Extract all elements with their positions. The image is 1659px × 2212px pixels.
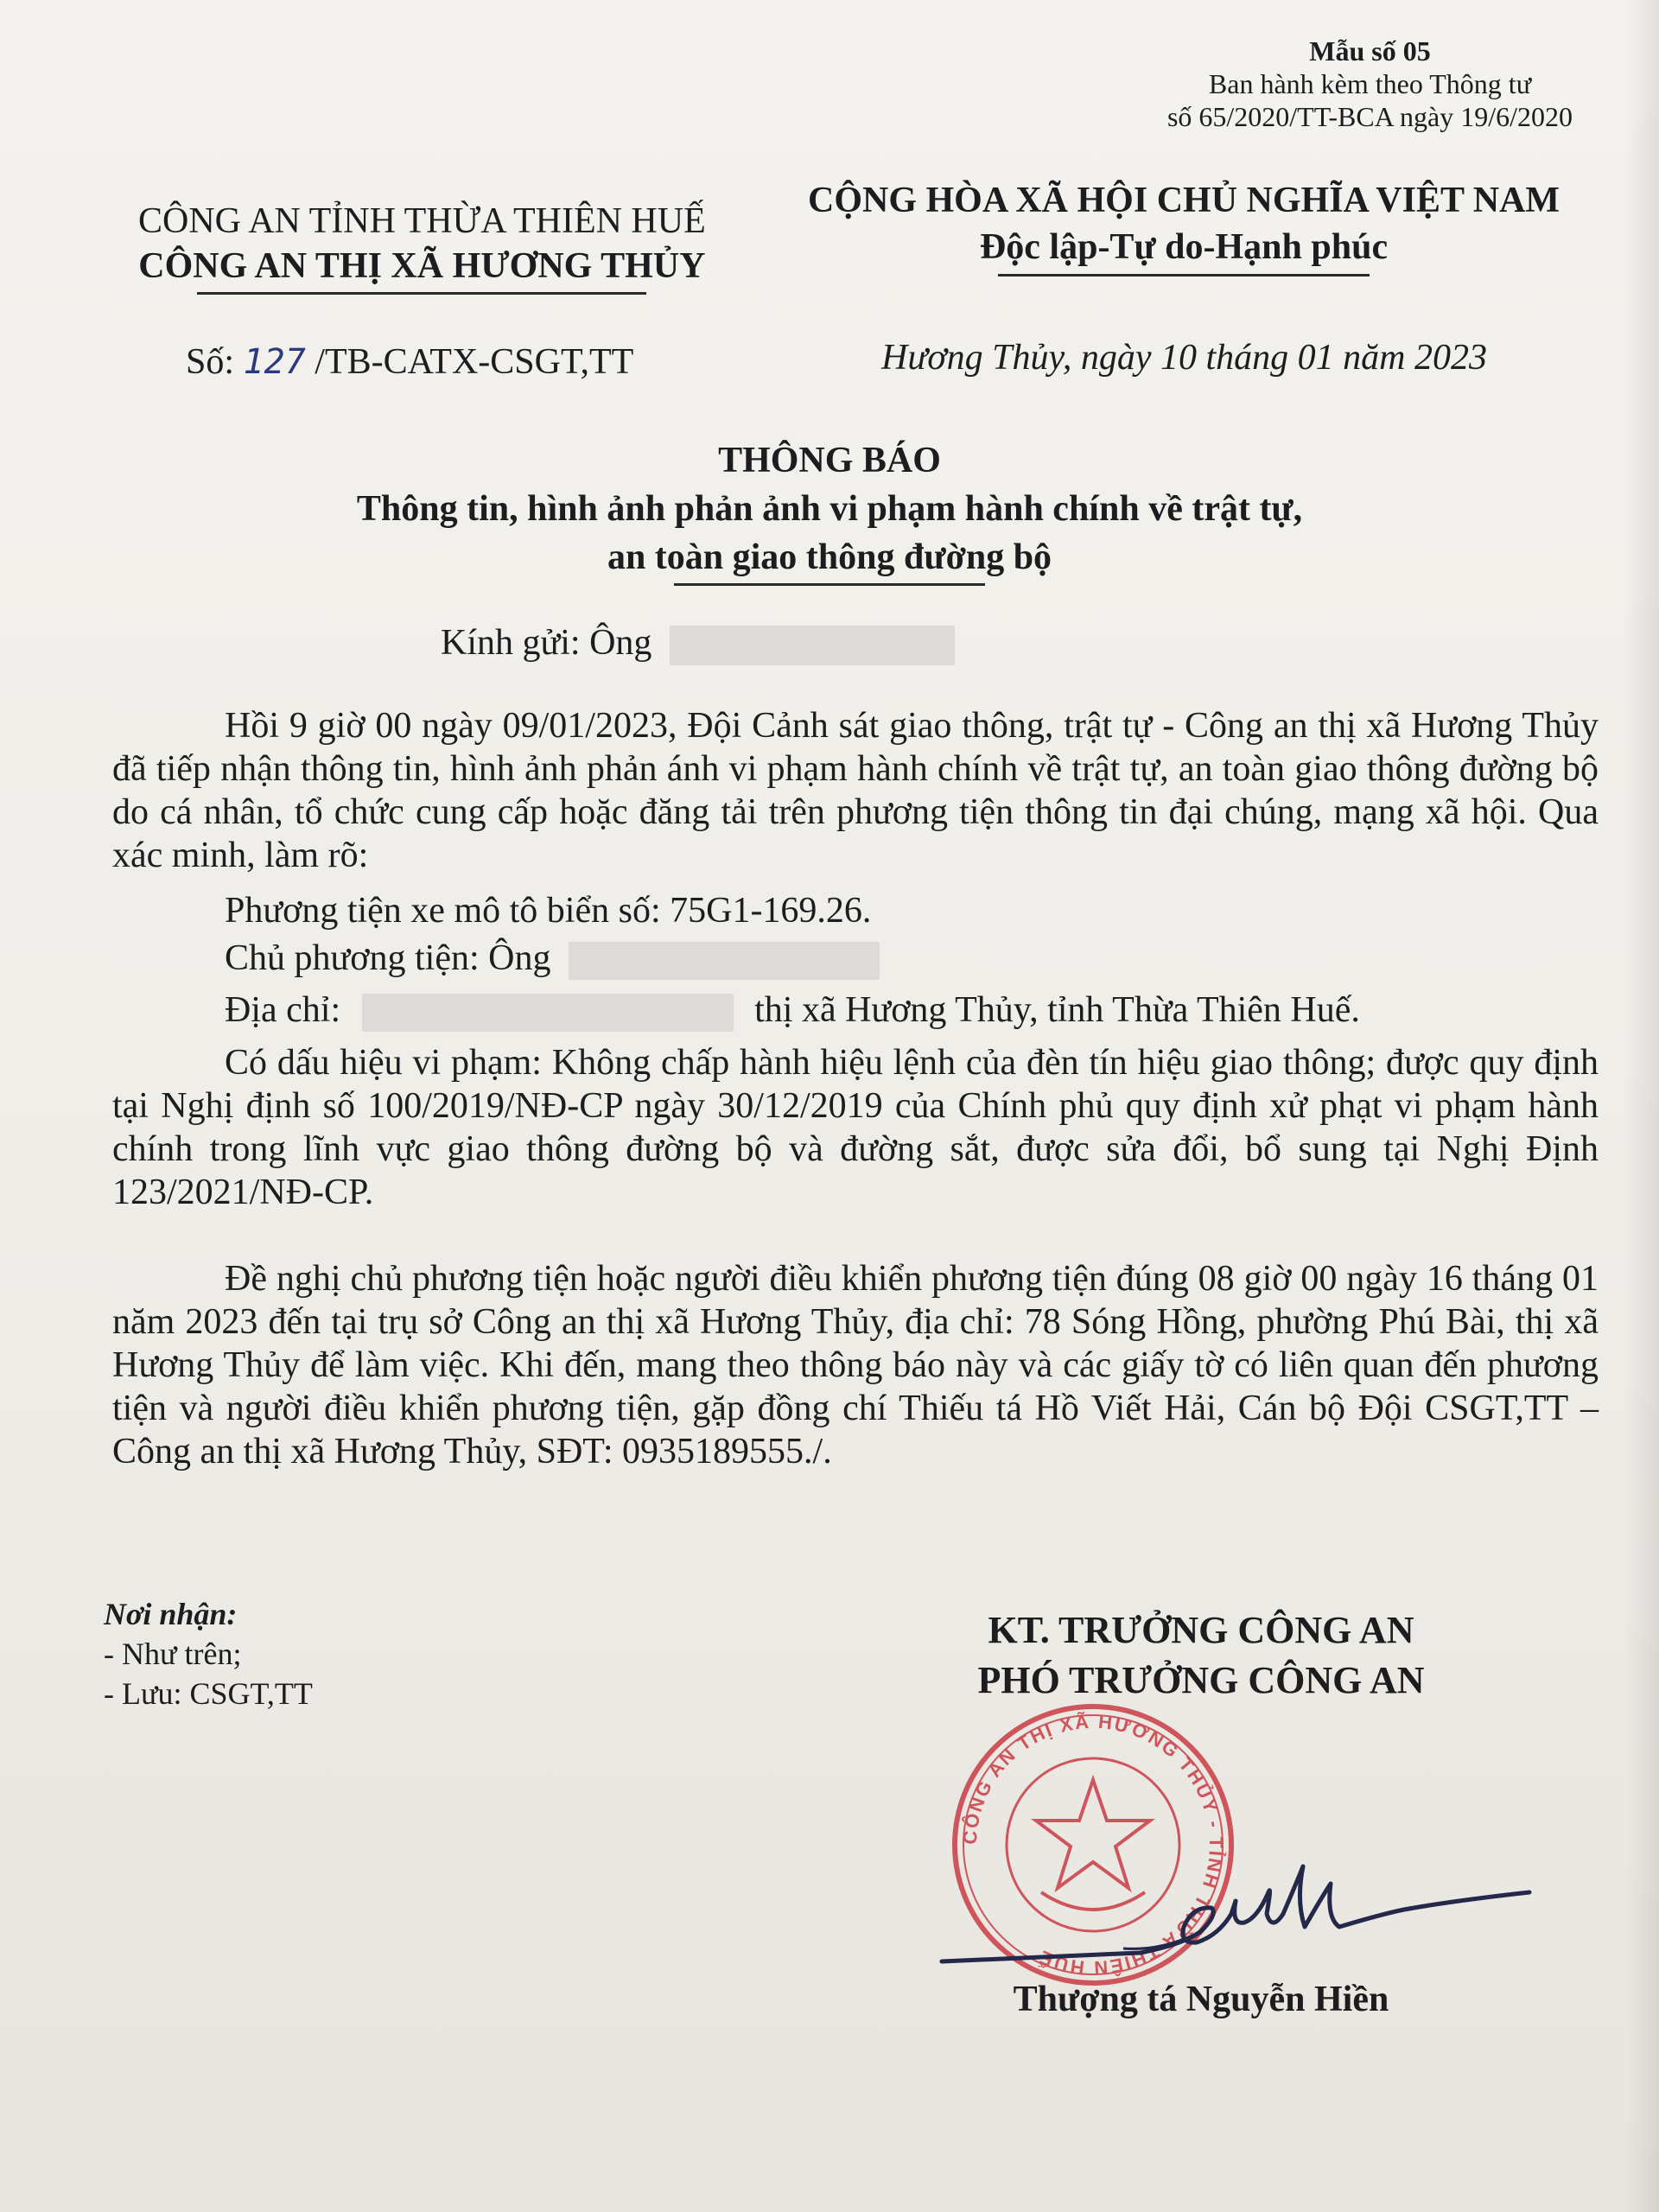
recipients-heading: Nơi nhận:: [104, 1597, 238, 1631]
address-tail: thị xã Hương Thủy, tỉnh Thừa Thiên Huế.: [754, 990, 1360, 1030]
recipient-item: - Như trên;: [104, 1637, 242, 1671]
title-underline: [674, 583, 985, 586]
document-number: [186, 341, 633, 383]
owner-line: [225, 938, 880, 980]
signature-title: [899, 1605, 1503, 1706]
form-issued-with: Ban hành kèm theo Thông tư: [1208, 68, 1532, 99]
owner-label: Chủ phương tiện: Ông: [225, 938, 551, 978]
form-circular: số 65/2020/TT-BCA ngày 19/6/2020: [1166, 101, 1573, 132]
title-sub-line2: an toàn giao thông đường bộ: [607, 537, 1052, 577]
page-edge-shadow: [1624, 0, 1659, 2212]
title-main: THÔNG BÁO: [718, 441, 941, 480]
signature-line2: PHÓ TRƯỞNG CÔNG AN: [977, 1659, 1425, 1701]
docno-prefix: Số:: [186, 342, 235, 382]
paragraph-intro: Hồi 9 giờ 00 ngày 09/01/2023, Đội Cảnh sát giao thông, trật tự - Công an thị xã Hương Thủy đã tiếp nhận thông tin, hình ảnh phản ánh vi phạm hành chính về trật tự, an toàn giao thông đường bộ do cá nhân, tổ chức cung cấp hoặc đăng tải trên phương tiện thông tin đại chúng, mạng xã hội. Qua xác minh, làm rõ:: [112, 706, 1599, 875]
nation-name: CỘNG HÒA XÃ HỘI CHỦ NGHĨA VIỆT NAM: [808, 181, 1560, 220]
signer-name: Thượng tá Nguyễn Hiền: [1013, 1980, 1389, 2019]
signature-line1: KT. TRƯỞNG CÔNG AN: [988, 1609, 1414, 1651]
motto-underline: [998, 274, 1370, 276]
agency-header: [138, 199, 706, 295]
title-block: [0, 436, 1659, 586]
redacted-address: [362, 994, 734, 1032]
redacted-owner-name: [569, 942, 880, 980]
paragraph-request: Đề nghị chủ phương tiện hoặc người điều khiển phương tiện đúng 08 giờ 00 ngày 16 tháng 01 năm 2023 đến tại trụ sở Công an thị xã Hương Thủy, địa chỉ: 78 Sóng Hồng, phường Phú Bài, thị xã Hương Thủy để làm việc. Khi đến, mang theo thông báo này và các giấy tờ có liên quan đến phương tiện và người điều khiển phương tiện, gặp đồng chí Thiếu tá Hồ Viết Hải, Cán bộ Đội CSGT,TT – Công an thị xã Hương Thủy, SĐT: 0935189555./.: [112, 1259, 1599, 1471]
recipient-item: - Lưu: CSGT,TT: [104, 1676, 313, 1711]
docno-handwritten: 127: [243, 342, 306, 382]
seal-text: CÔNG AN THỊ XÃ HƯƠNG THỦY - TỈNH THỪA THIÊN HUẾ: [958, 1710, 1228, 1980]
national-header: [808, 177, 1560, 276]
recipients-block: [104, 1594, 313, 1713]
address-label: Địa chỉ:: [225, 990, 341, 1030]
greeting: [441, 622, 955, 665]
agency-unit: CÔNG AN THỊ XÃ HƯƠNG THỦY: [138, 246, 706, 286]
agency-underline: [197, 292, 646, 295]
title-sub-line1: Thông tin, hình ảnh phản ảnh vi phạm hành chính về trật tự,: [356, 489, 1303, 529]
docno-suffix: /TB-CATX-CSGT,TT: [315, 342, 634, 382]
form-number: Mẫu số 05: [1309, 35, 1431, 67]
vehicle-line: Phương tiện xe mô tô biển số: 75G1-169.26.: [225, 891, 872, 931]
agency-parent: CÔNG AN TỈNH THỪA THIÊN HUẾ: [138, 201, 706, 241]
nation-motto: Độc lập-Tự do-Hạnh phúc: [979, 227, 1389, 267]
redacted-recipient-name: [670, 626, 955, 665]
form-info: [1167, 35, 1573, 133]
greeting-text: Kính gửi: Ông: [441, 623, 652, 663]
paragraph-violation: Có dấu hiệu vi phạm: Không chấp hành hiệu lệnh của đèn tín hiệu giao thông; được quy định tại Nghị định số 100/2019/NĐ-CP ngày 30/12/2019 của Chính phủ quy định xử phạt vi phạm hành chính trong lĩnh vực giao thông đường bộ và đường sắt, được sửa đổi, bổ sung tại Nghị Định 123/2021/NĐ-CP.: [112, 1043, 1599, 1212]
place-date: Hương Thủy, ngày 10 tháng 01 năm 2023: [881, 338, 1487, 378]
address-line: [225, 989, 1360, 1032]
